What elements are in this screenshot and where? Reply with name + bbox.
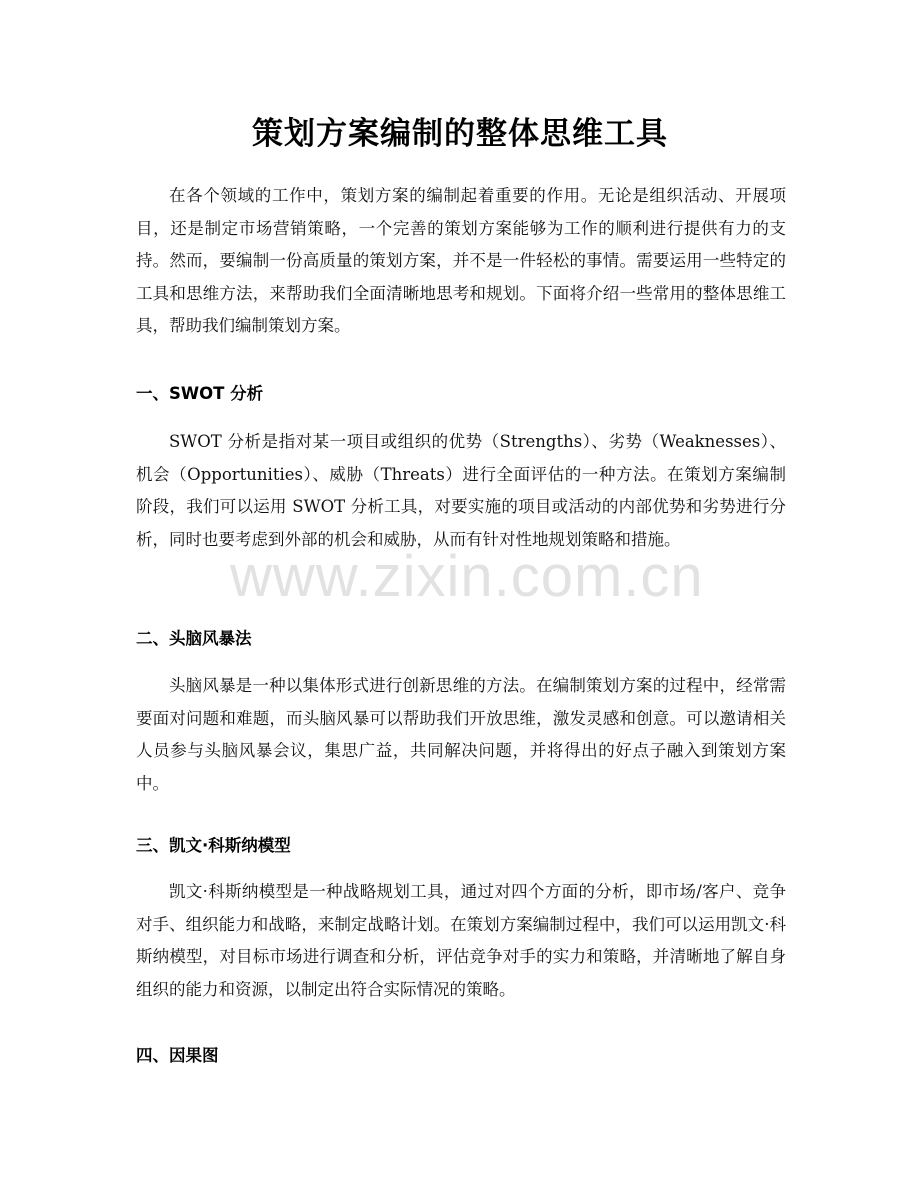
section-body-model: 凯文·科斯纳模型是一种战略规划工具，通过对四个方面的分析，即市场/客户、竞争对手、组织能力和战略，来制定战略计划。在策划方案编制过程中，我们可以运用凯文·科斯纳模型，对目标市场进行调查和分析，评估竞争对手的实力和策略，并清晰地了解自身组织的能力和资源，以制定出符合实际情况的策略。 — [136, 882, 786, 999]
section-heading-model: 三、凯文·科斯纳模型 — [136, 836, 291, 855]
document-title: 策划方案编制的整体思维工具 — [252, 116, 668, 152]
section-heading-brainstorm: 二、头脑风暴法 — [136, 629, 252, 648]
section-heading-swot: 一、SWOT 分析 — [136, 384, 264, 403]
section-body-brainstorm: 头脑风暴是一种以集体形式进行创新思维的方法。在编制策划方案的过程中，经常需要面对问题和难题，而头脑风暴可以帮助我们开放思维，激发灵感和创意。可以邀请相关人员参与头脑风暴会议，集思广益，共同解决问题，并将得出的好点子融入到策划方案中。 — [136, 676, 786, 793]
watermark-text: www.zixin.com.cn — [230, 544, 704, 609]
section-heading-cause-effect: 四、因果图 — [136, 1046, 219, 1065]
intro-paragraph: 在各个领域的工作中，策划方案的编制起着重要的作用。无论是组织活动、开展项目，还是制定市场营销策略，一个完善的策划方案能够为工作的顺利进行提供有力的支持。然而，要编制一份高质量的策划方案，并不是一件轻松的事情。需要运用一些特定的工具和思维方法，来帮助我们全面清晰地思考和规划。下面将介绍一些常用的整体思维工具，帮助我们编制策划方案。 — [136, 186, 786, 335]
section-body-swot: SWOT 分析是指对某一项目或组织的优势（Strengths）、劣势（Weaknesses）、机会（Opportunities）、威胁（Threats）进行全面评估的一种方法。在策划方案编制阶段，我们可以运用 SWOT 分析工具，对要实施的项目或活动的内部优势和劣势进行分析，同时也要考虑到外部的机会和威胁，从而有针对性地规划策略和措施。 — [136, 432, 787, 549]
